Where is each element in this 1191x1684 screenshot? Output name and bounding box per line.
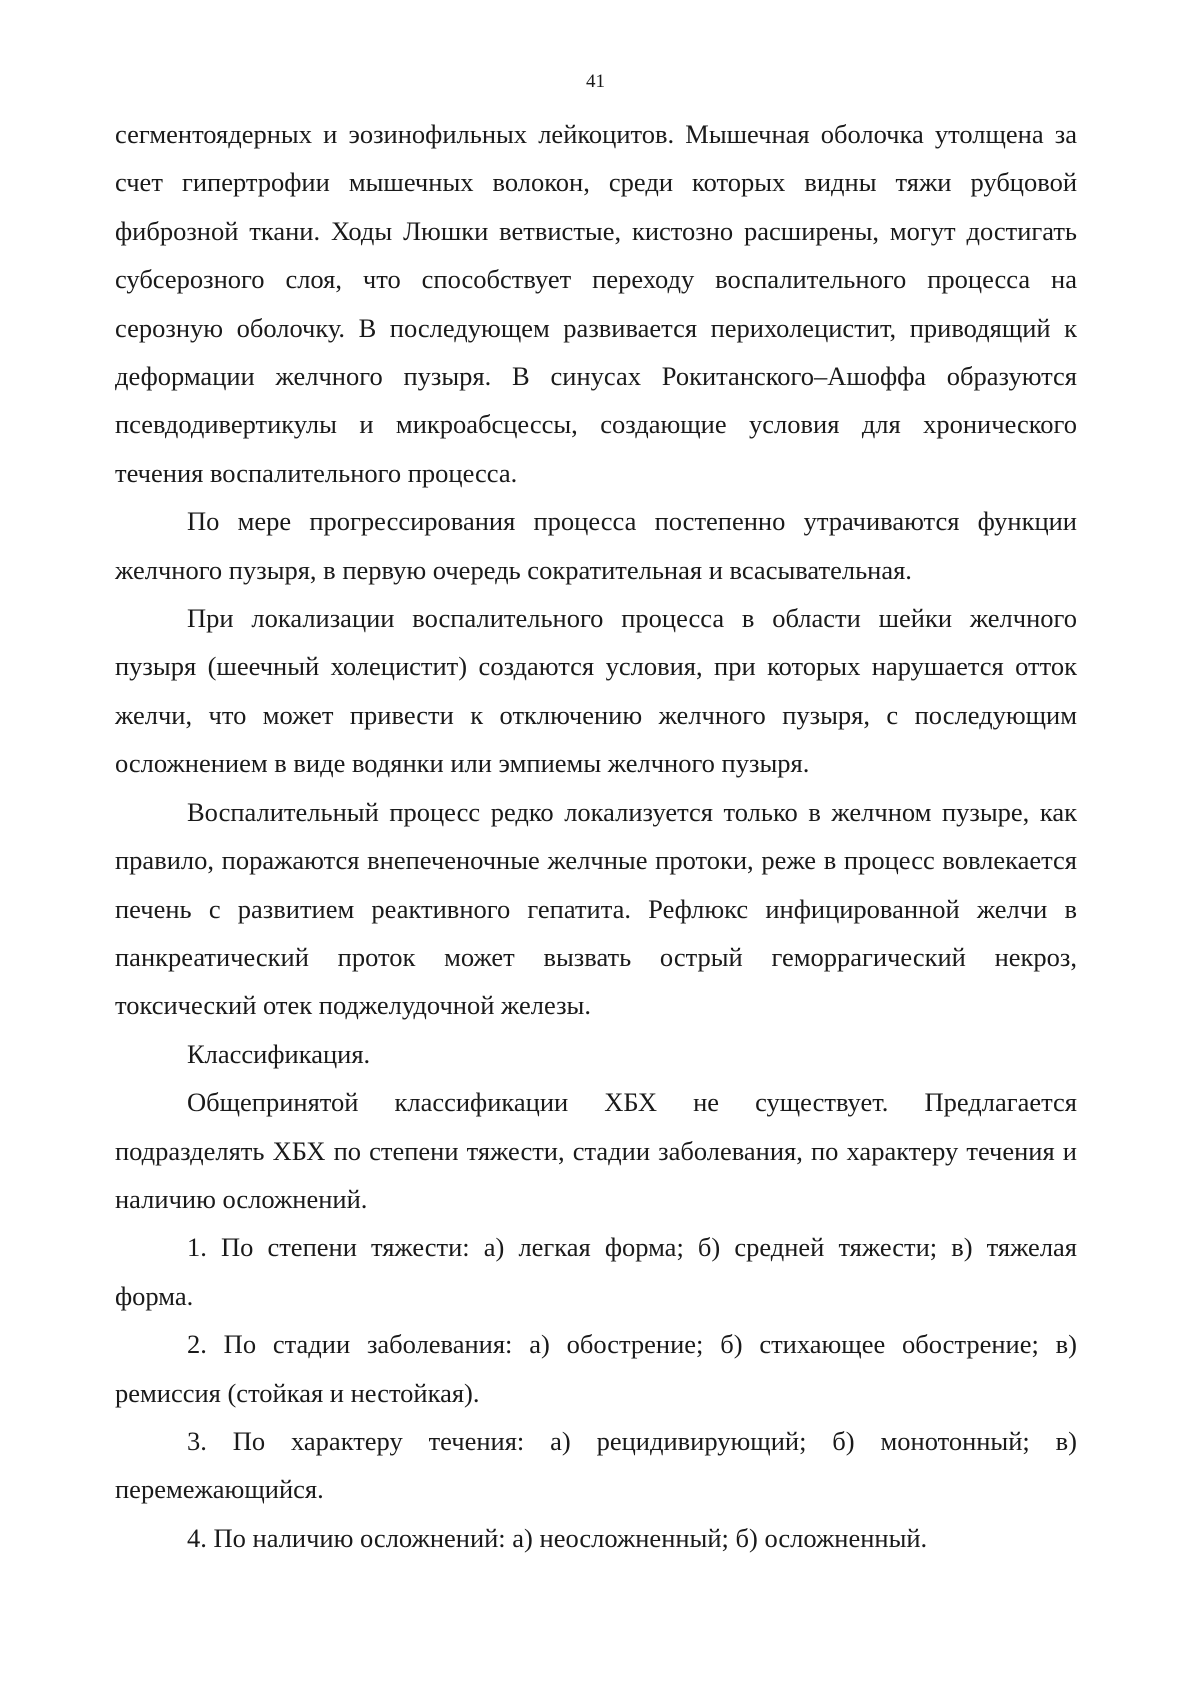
paragraph-inflammation-spread: Воспалительный процесс редко локализуется только в желчном пузыре, как правило, поражаются внепеченочные желчные протоки, реже в процесс вовлекается печень с развитием реактивного гепатита. Рефлюкс инфицированной желчи в панкреатический проток может вызвать острый геморрагический некроз, токсический отек поджелудочной железы. — [115, 796, 1077, 1021]
list-item-stage: 2. По стадии заболевания: а) обострение; б) стихающее обострение; в) ремиссия (стойкая и нестойкая). — [115, 1329, 1077, 1408]
list-item-severity: 1. По степени тяжести: а) легкая форма; б) средней тяжести; в) тяжелая форма. — [115, 1232, 1077, 1311]
paragraph-cervical-cholecystitis: При локализации воспалительного процесса в области шейки желчного пузыря (шеечный холецистит) создаются условия, при которых нарушается отток желчи, что может привести к отключению желчного пузыря, с последующим осложнением в виде водянки или эмпиемы желчного пузыря. — [115, 603, 1077, 779]
paragraph-function-loss: По мере прогрессирования процесса постепенно утрачиваются функции желчного пузыря, в первую очередь сократительная и всасывательная. — [115, 506, 1077, 585]
list-item-course: 3. По характеру течения: а) рецидивирующий; б) монотонный; в) перемежающийся. — [115, 1425, 1077, 1505]
paragraph-classification-intro: Общепринятой классификации ХБХ не существует. Предлагается подразделять ХБХ по степени тяжести, стадии заболевания, по характеру течения и наличию осложнений. — [115, 1087, 1077, 1214]
list-item-complications: 4. По наличию осложнений: а) неосложненный; б) осложненный. — [187, 1522, 928, 1553]
paragraph-continuation: сегментоядерных и эозинофильных лейкоцитов. Мышечная оболочка утолщена за счет гипертрофии мышечных волокон, среди которых видны тяжи рубцовой фиброзной ткани. Ходы Люшки ветвистые, кистозно расширены, могут достигать субсерозного слоя, что способствует переходу воспалительного процесса на серозную оболочку. В последующем развивается перихолецистит, приводящий к деформации желчного пузыря. В синусах Рокитанского–Ашоффа образуются псевдодивертикулы и микроабсцессы, создающие условия для хронического течения воспалительного процесса. — [115, 119, 1077, 488]
section-heading-classification: Классификация. — [187, 1038, 371, 1069]
page-number: 41 — [586, 71, 605, 92]
page-body — [115, 110, 1077, 1562]
